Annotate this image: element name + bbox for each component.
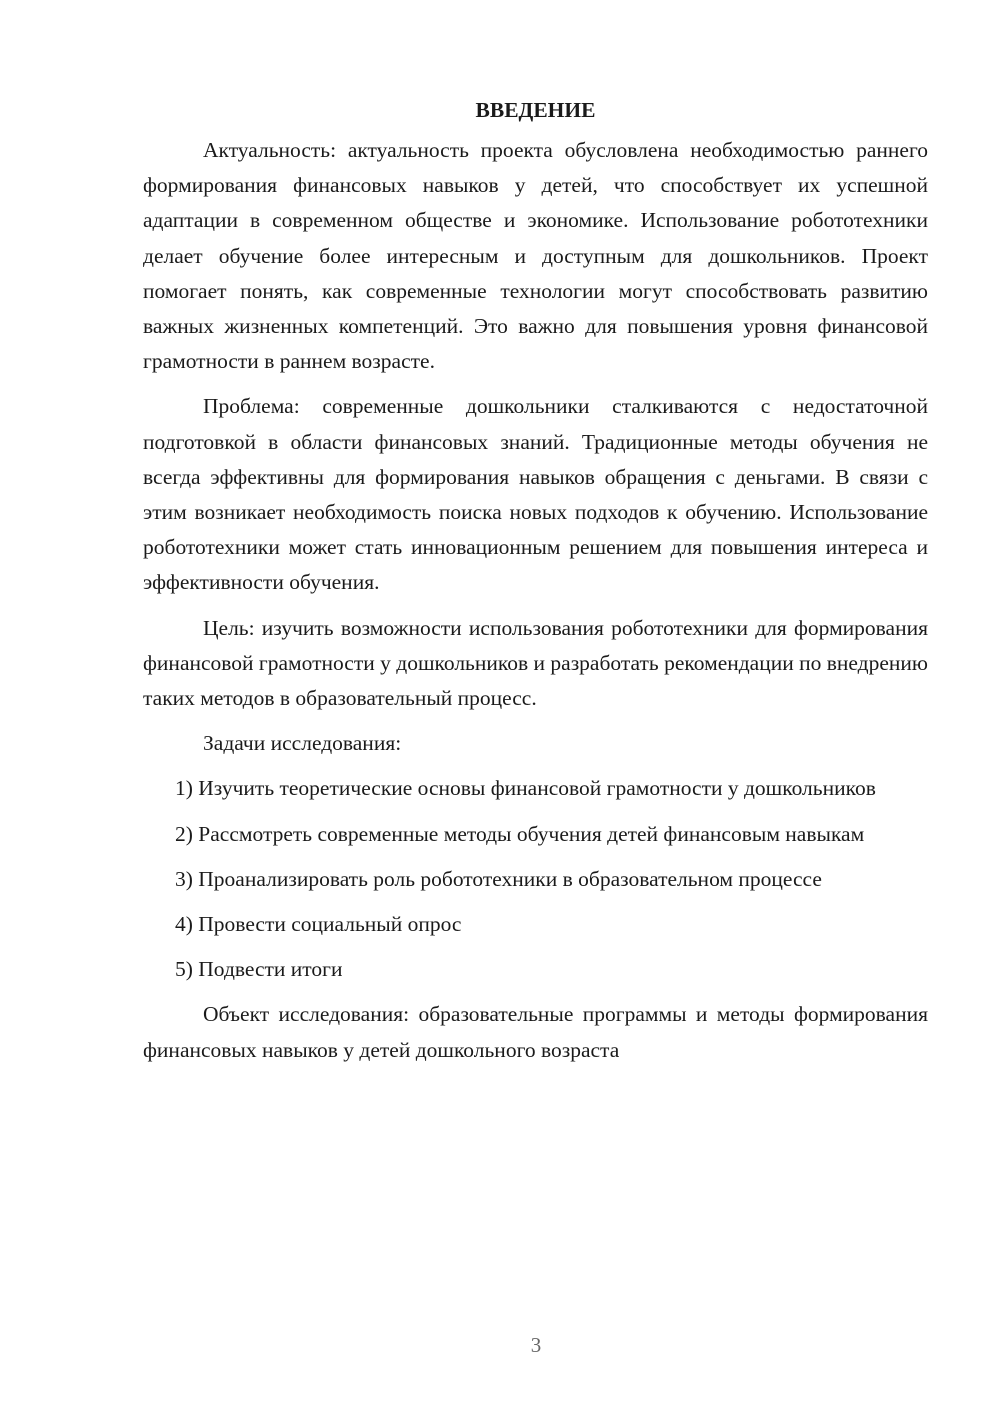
task-item-5: 5) Подвести итоги (175, 957, 343, 982)
problem-paragraph: Проблема: современные дошкольники сталкиваются с недостаточной подготовкой в области финансовых знаний. Традиционные методы обучения не всегда эффективны для формирования навыков обращения с деньгами. В связи с этим возникает необходимость поиска новых подходов к обучению. Использование робототехники может стать инновационным решением для повышения интереса и эффективности обучения. (143, 394, 928, 595)
object-paragraph: Объект исследования: образовательные программы и методы формирования финансовых навыков у детей дошкольного возраста (143, 1002, 928, 1062)
document-page (143, 92, 928, 1078)
task-item-2: 2) Рассмотреть современные методы обучения детей финансовым навыкам (175, 821, 865, 846)
task-item-1: 1) Изучить теоретические основы финансовой грамотности у дошкольников (175, 776, 876, 801)
tasks-heading: Задачи исследования: (203, 731, 402, 756)
relevance-paragraph: Актуальность: актуальность проекта обусловлена необходимостью раннего формирования финансовых навыков у детей, что способствует их успешной адаптации в современном обществе и экономике. Использование робототехники делает обучение более интересным и доступным для дошкольников. Проект помогает понять, как современные технологии могут способствовать развитию важных жизненных компетенций. Это важно для повышения уровня финансовой грамотности в раннем возрасте. (143, 138, 928, 374)
section-heading: ВВЕДЕНИЕ (475, 98, 596, 122)
goal-paragraph: Цель: изучить возможности использования робототехники для формирования финансовой грамотности у дошкольников и разработать рекомендации по внедрению таких методов в образовательный процесс. (143, 615, 928, 711)
task-item-3: 3) Проанализировать роль робототехники в образовательном процессе (175, 866, 822, 891)
page-number: 3 (530, 1333, 542, 1357)
task-item-4: 4) Провести социальный опрос (175, 912, 462, 937)
